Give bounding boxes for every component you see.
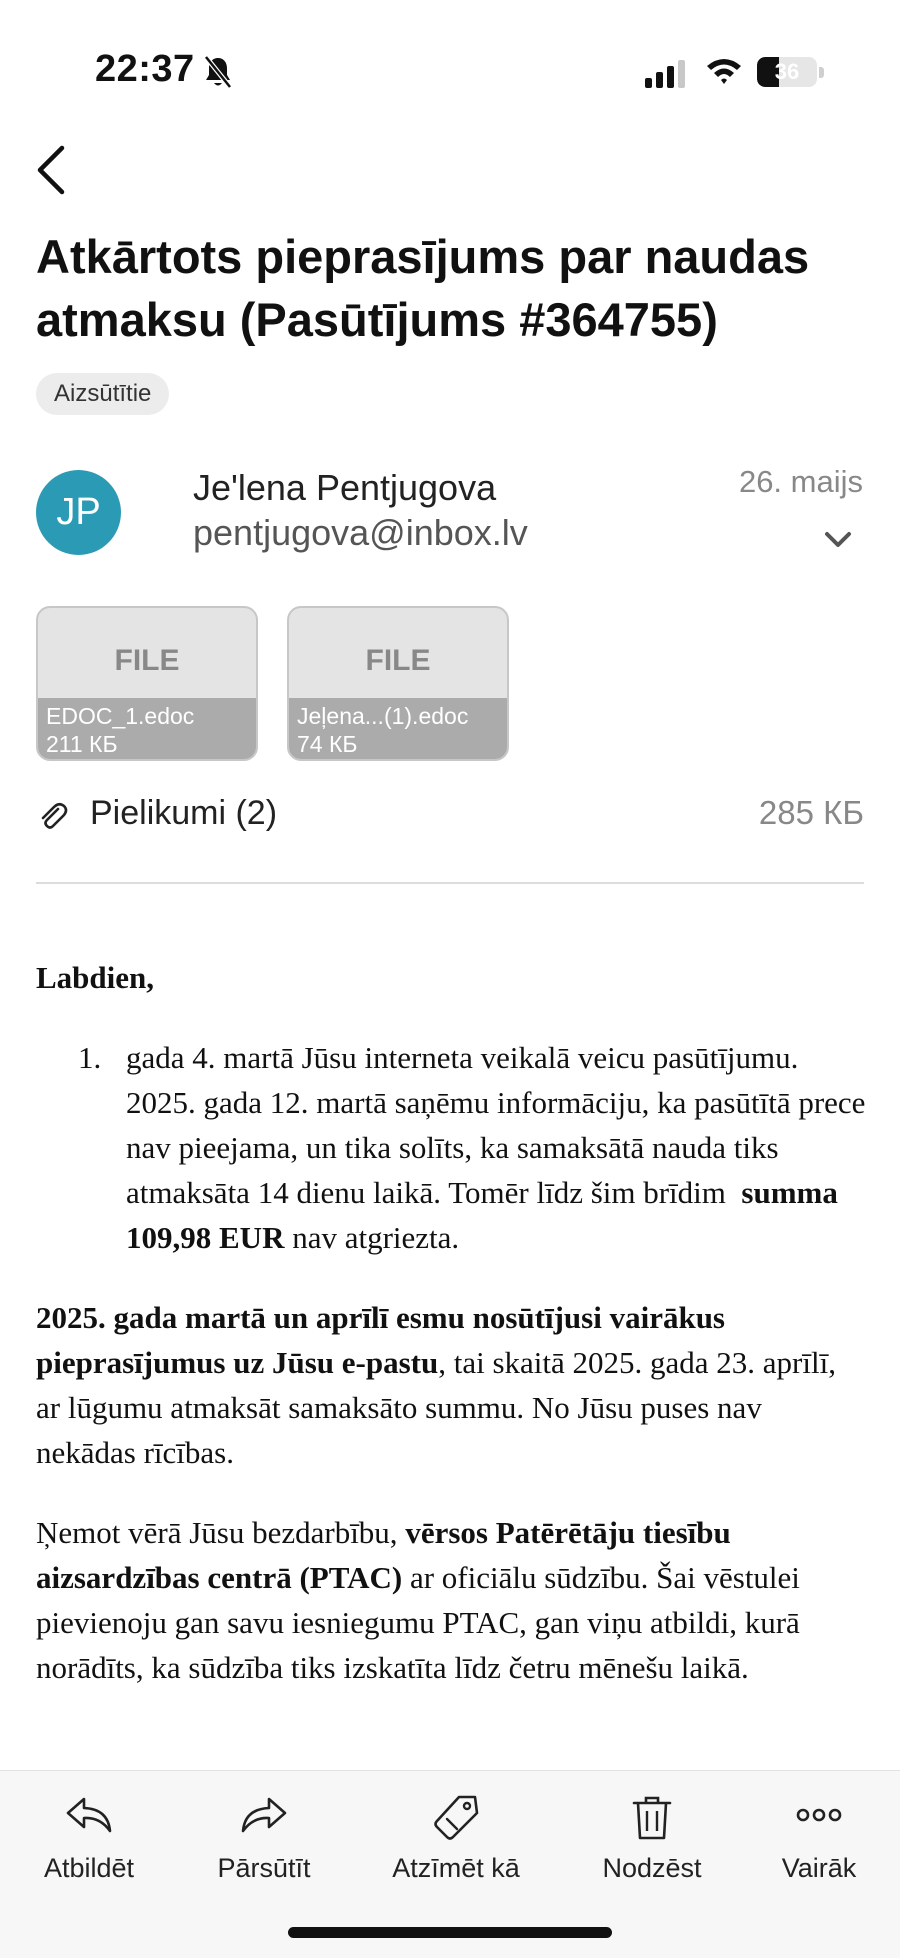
- paragraph: [36, 1510, 866, 1690]
- paragraph-text: , tai skaitā 2025. gada 23. aprīlī, ar lūgumu atmaksāt samaksāto summu. No Jūsu puses nav nekādas rīcības.: [36, 1345, 836, 1470]
- attachments-summary[interactable]: [36, 790, 864, 840]
- paragraph: [36, 1295, 866, 1475]
- forward-icon: [239, 1793, 289, 1842]
- tag-icon: [431, 1793, 481, 1848]
- attachments-total-size: 285 КБ: [758, 794, 864, 831]
- more-label: Vairāk: [781, 1853, 857, 1883]
- reply-label: Atbildēt: [43, 1853, 135, 1883]
- back-button[interactable]: [28, 140, 78, 200]
- attachment-card[interactable]: [36, 606, 258, 761]
- attachment-size: 211 КБ: [46, 731, 118, 757]
- attachment-name: EDOC_1.edoc: [46, 703, 195, 729]
- battery-tip: [819, 67, 824, 78]
- paragraph-bold: 2025. gada martā un aprīlī esmu nosūtījusi vairākus pieprasījumus uz Jūsu e-pastu: [36, 1300, 725, 1380]
- paragraph-bold: vērsos Patērētāju tiesību aizsardzības centrā (PTAC): [36, 1515, 731, 1595]
- list-item: [126, 1035, 866, 1260]
- list-number: 1.: [78, 1040, 102, 1075]
- sender-avatar[interactable]: JP: [36, 470, 121, 555]
- reply-button[interactable]: [4, 1783, 174, 1893]
- paragraph-text: ar oficiālu sūdzību. Šai vēstulei pievienoju gan savu iesniegumu PTAC, gan viņu atbildi, kurā norādīts, ka sūdzība tiks izskatīta līdz četru mēnešu laikā.: [36, 1560, 800, 1685]
- forward-button[interactable]: [179, 1783, 349, 1893]
- attachment-name: Jeļena...(1).edoc: [297, 703, 469, 729]
- sender-email[interactable]: pentjugova@inbox.lv: [193, 512, 528, 553]
- attachment-size: 74 КБ: [297, 731, 358, 757]
- paperclip-icon: [36, 800, 68, 837]
- home-indicator: [288, 1927, 612, 1938]
- forward-label: Pārsūtīt: [217, 1853, 311, 1883]
- email-subject: Atkārtots pieprasījums par naudas atmaksu (Pasūtījums #364755): [36, 230, 810, 346]
- cellular-signal-icon: [645, 60, 687, 93]
- delete-button[interactable]: [567, 1783, 737, 1893]
- greeting: Labdien,: [36, 960, 155, 995]
- expand-details-button[interactable]: [823, 530, 853, 555]
- chevron-down-icon: [823, 530, 853, 550]
- attachment-type: FILE: [365, 644, 431, 677]
- email-date: 26. maijs: [738, 464, 863, 499]
- sender-name[interactable]: Je'lena Pentjugova: [193, 467, 497, 508]
- status-time: 22:37: [95, 48, 195, 90]
- battery-icon: [757, 57, 817, 87]
- reply-icon: [64, 1793, 114, 1842]
- bell-muted-icon: [202, 55, 234, 94]
- divider: [36, 882, 864, 884]
- more-button[interactable]: [734, 1783, 900, 1893]
- trash-icon: [630, 1793, 674, 1848]
- status-bar: [0, 0, 900, 140]
- wifi-icon: [705, 56, 743, 91]
- attachment-info: [38, 698, 256, 759]
- attachment-card[interactable]: [287, 606, 509, 761]
- battery-percent: 36: [774, 59, 800, 84]
- paragraph-text: Ņemot vērā Jūsu bezdarbību,: [36, 1515, 398, 1550]
- email-body: [36, 955, 866, 1690]
- numbered-list: [36, 1035, 866, 1260]
- list-bold-amount: summa 109,98 EUR: [126, 1175, 838, 1255]
- attachment-type: FILE: [114, 644, 180, 677]
- list-text-end: nav atgriezta.: [292, 1220, 460, 1255]
- mark-as-label: Atzīmēt kā: [392, 1853, 520, 1883]
- list-text: gada 4. martā Jūsu interneta veikalā veicu pasūtījumu. 2025. gada 12. martā saņēmu informāciju, ka pasūtītā prece nav pieejama, un tika solīts, ka samaksātā nauda tiks atmaksāta 14 dienu laikā. Tomēr līdz šim brīdim: [126, 1040, 866, 1210]
- attachments-count: Pielikumi (2): [90, 794, 278, 832]
- delete-label: Nodzēst: [602, 1853, 702, 1883]
- attachment-info: [289, 698, 507, 759]
- folder-badge[interactable]: Aizsūtītie: [36, 373, 169, 415]
- more-dots-icon: [794, 1793, 844, 1842]
- chevron-left-icon: [28, 140, 78, 200]
- mark-as-button[interactable]: [371, 1783, 541, 1893]
